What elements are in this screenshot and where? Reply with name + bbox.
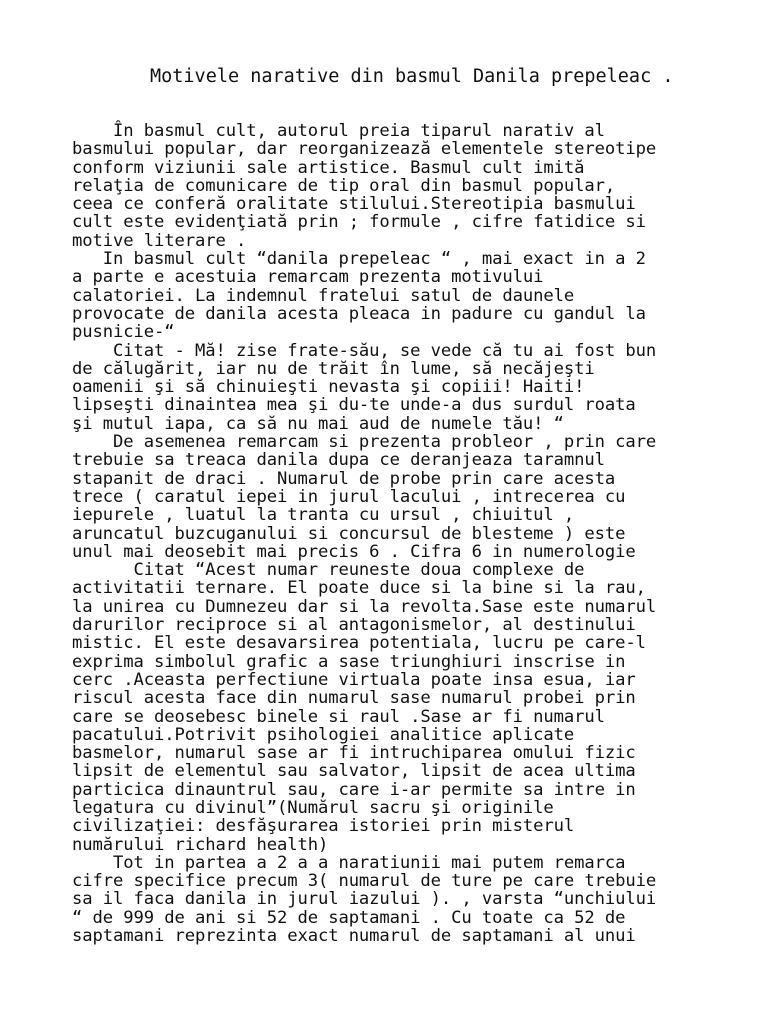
body-line-21: trece ( caratul iepei in jurul lacului , intrecerea cu <box>72 486 626 507</box>
body-line-3: conform viziunii sale artistice. Basmul cult imită <box>72 157 585 178</box>
body-line-10: calatoriei. La indemnul fratelui satul de daunele <box>72 285 575 306</box>
body-line-35: basmelor, numarul sase ar fi intruchiparea omului fizic <box>72 743 636 764</box>
body-line-32: riscul acesta face din numarul sase numarul probei prin <box>72 688 636 709</box>
body-line-37: particica dinauntrul sau, care i-ar permite sa intre in <box>72 779 636 800</box>
body-line-26: activitatii ternare. El poate duce si la bine si la rau, <box>72 578 646 599</box>
body-line-11: provocate de danila acesta pleaca in padure cu gandul la <box>72 303 646 324</box>
body-line-43: sa il faca danila in jurul iazului ). , varsta “unchiului <box>72 889 657 910</box>
body-line-7: motive literare . <box>72 230 247 251</box>
body-line-38: legatura cu divinul”(Numărul sacru şi originile <box>72 797 554 818</box>
body-line-8: In basmul cult “danila prepeleac “ , mai exact in a 2 <box>72 249 646 270</box>
body-line-19: trebuie sa treaca danila dupa ce deranjeaza taramnul <box>72 450 605 471</box>
body-line-39: civilizaţiei: desfăşurarea istoriei prin misterul <box>72 816 575 837</box>
body-line-33: care se deosebesc binele si raul .Sase ar fi numarul <box>72 706 605 727</box>
body-line-34: pacatului.Potrivit psihologiei analitice aplicate <box>72 724 575 745</box>
document-body <box>72 122 712 945</box>
body-line-30: exprima simbolul grafic a sase triunghiuri inscrise in <box>72 651 626 672</box>
body-line-24: unul mai deosebit mai precis 6 . Cifra 6 in numerologie <box>72 541 636 562</box>
body-line-2: basmului popular, dar reorganizează elementele stereotipe <box>72 139 657 160</box>
body-line-31: cerc .Aceasta perfectiune virtuala poate insa esua, iar <box>72 669 636 690</box>
body-line-12: pusnicie-“ <box>72 322 175 343</box>
body-line-28: darurilor reciproce si al antagonismelor, al destinului <box>72 615 636 636</box>
body-line-13: Citat - Mă! zise frate-său, se vede că tu ai fost bun <box>72 340 657 361</box>
body-line-5: ceea ce conferă oralitate stilului.Stereotipia basmului <box>72 194 636 215</box>
body-line-42: cifre specifice precum 3( numarul de ture pe care trebuie <box>72 871 657 892</box>
body-line-1: În basmul cult, autorul preia tiparul narativ al <box>72 121 605 141</box>
body-line-15: oamenii şi să chinuieşti nevasta şi copiii! Haiti! <box>72 377 585 398</box>
body-line-23: aruncatul buzcuganului si concursul de blesteme ) este <box>72 523 626 544</box>
body-line-20: stapanit de draci . Numarul de probe prin care acesta <box>72 468 616 489</box>
body-line-9: a parte e acestuia remarcam prezenta motivului <box>72 267 544 288</box>
body-line-29: mistic. El este desavarsirea potentiala, lucru pe care-l <box>72 633 646 654</box>
body-line-40: numărului richard health) <box>72 834 329 855</box>
body-line-44: “ de 999 de ani si 52 de saptamani . Cu toate ca 52 de <box>72 907 626 928</box>
body-line-41: Tot in partea a 2 a a naratiunii mai putem remarca <box>72 852 626 873</box>
body-line-6: cult este evidenţiată prin ; formule , cifre fatidice si <box>72 212 646 233</box>
body-line-18: De asemenea remarcam si prezenta probleor , prin care <box>72 432 657 453</box>
body-line-27: la unirea cu Dumnezeu dar si la revolta.Sase este numarul <box>72 596 657 617</box>
body-line-22: iepurele , luatul la tranta cu ursul , chiuitul , <box>72 505 575 526</box>
body-line-25: Citat “Acest numar reuneste doua complexe de <box>72 560 585 581</box>
document-title: Motivele narative din basmul Danila prepeleac . <box>150 66 674 87</box>
body-line-16: lipseşti dinaintea mea şi du-te unde-a dus surdul roata <box>72 395 636 416</box>
body-line-14: de călugărit, iar nu de trăit în lume, să necăjeşti <box>72 358 595 379</box>
body-line-36: lipsit de elementul sau salvator, lipsit de acea ultima <box>72 761 636 782</box>
body-line-4: relaţia de comunicare de tip oral din basmul popular, <box>72 175 616 196</box>
body-line-17: şi mutul iapa, ca să nu mai aud de numele tău! “ <box>72 413 564 434</box>
body-line-45: saptamani reprezinta exact numarul de saptamani al unui <box>72 926 636 947</box>
